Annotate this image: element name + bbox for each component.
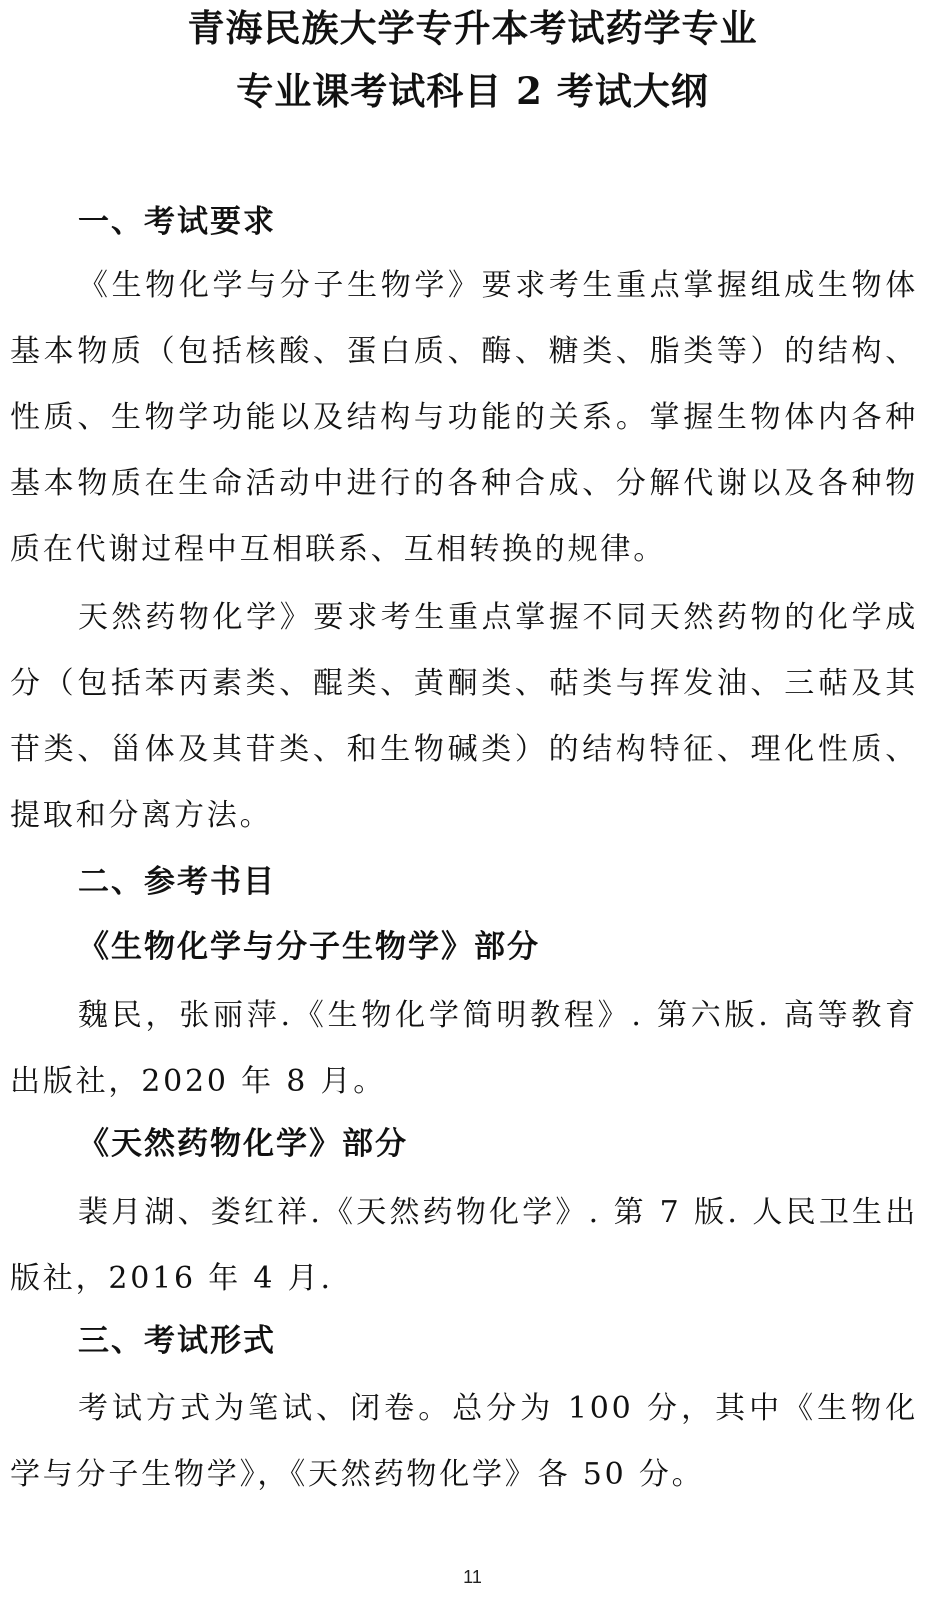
book2-heading: 《天然药物化学》部分 xyxy=(78,1126,408,1162)
paragraph-exam-format: 考试方式为笔试、闭卷。总分为 100 分，其中《生物化学与分子生物学》，《天然药物化学》各 50 分。 xyxy=(10,1391,918,1492)
section-heading-exam-format: 三、考试形式 xyxy=(78,1323,276,1359)
document-title-line1: 青海民族大学专升本考试药学专业 xyxy=(187,6,758,50)
paragraph-natural-medicine-requirements: 天然药物化学》要求考生重点掌握不同天然药物的化学成分（包括苯丙素类、醌类、黄酮类、萜类与挥发油、三萜及其苷类、甾体及其苷类、和生物碱类）的结构特征、理化性质、提取和分离方法。 xyxy=(10,600,918,833)
section-heading-reference-books: 二、参考书目 xyxy=(78,864,276,900)
document-title-line2: 专业课考试科目 2 考试大纲 xyxy=(236,69,709,113)
section-heading-exam-requirements: 一、考试要求 xyxy=(78,204,276,240)
paragraph-biochemistry-requirements: 《生物化学与分子生物学》要求考生重点掌握组成生物体基本物质（包括核酸、蛋白质、酶、糖类、脂类等）的结构、性质、生物学功能以及结构与功能的关系。掌握生物体内各种基本物质在生命活动中进行的各种合成、分解代谢以及各种物质在代谢过程中互相联系、互相转换的规律。 xyxy=(10,268,918,567)
book2-reference: 裴月湖、娄红祥.《天然药物化学》. 第 7 版. 人民卫生出版社，2016 年 4 月. xyxy=(10,1195,918,1296)
book1-heading: 《生物化学与分子生物学》部分 xyxy=(78,929,540,965)
book1-reference: 魏民，张丽萍.《生物化学简明教程》. 第六版. 高等教育出版社，2020 年 8 月。 xyxy=(10,998,918,1099)
page-number: 11 xyxy=(463,1567,482,1587)
